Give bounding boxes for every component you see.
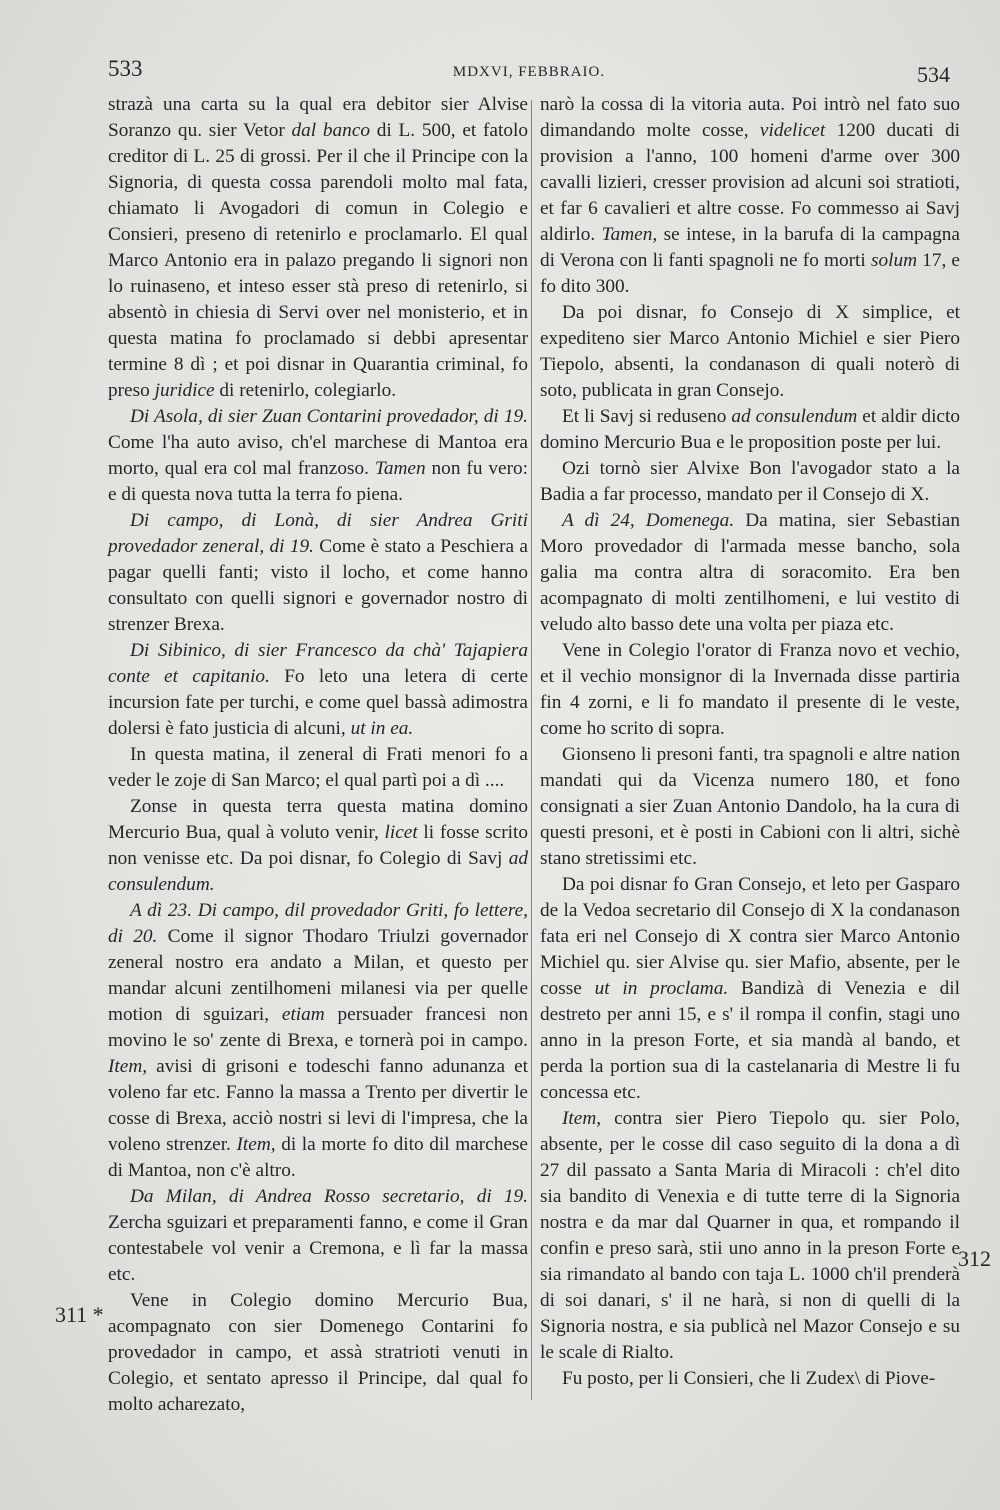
paragraph: Da Milan, di Andrea Rosso secretario, di 19. Zercha sguizari et preparamenti fanno, e come il Gran contestabele vol venir a Cremona, e lì far la massa etc. bbox=[108, 1186, 528, 1285]
paragraph: Di Asola, di sier Zuan Contarini provedador, di 19. Come l'ha auto aviso, ch'el marchese di Mantoa era morto, qual era col mal franzoso. Tamen non fu vero: e di questa nova tutta la terra fo piena. bbox=[108, 406, 529, 505]
column-divider bbox=[531, 100, 532, 1400]
paragraph: Item, contra sier Piero Tiepolo qu. sier Polo, absente, per le cosse dil caso seguito di la dona a dì 27 dil passato a Santa Maria di Miracoli : ch'el dito sia bandito di Venexia e di tutte terre di la Signoria nostra e da mar dal Quarner in qua, et rompando il confin e preso sarà, stii uno anno in la preson Forte e sia rimandato al bando con taja L. 1000 ch'il prenderà di soi danari, s' il ne harà, si non di quelli di la Signoria nostra, e sia publicà nel Mazor Consejo e su le scale di Rialto. bbox=[540, 1108, 960, 1363]
right-text-column bbox=[540, 92, 960, 1392]
running-title: MDXVI, FEBBRAIO. bbox=[452, 64, 606, 80]
paragraph: A dì 24, Domenega. Da matina, sier Sebastian Moro provedador di l'armada messe bancho, sola galia ma contra altra di soracomito. Era ben acompagnato di molti zentilhomeni, e lui vestito di veludo alto basso dete una volta per piaza etc. bbox=[540, 510, 960, 635]
paragraph: Da poi disnar fo Gran Consejo, et leto per Gasparo de la Vedoa secretario dil Consejo di X la condanason fata eri nel Consejo di X contra sier Marco Antonio Michiel qu. sier Alvise qu. sier Mafio, absente, per le cosse ut in proclama. Bandizà di Venezia e dil destreto per anni 15, e s' il rompa il confin, stagi uno anno in la preson Forte, et sia mandà al bando, et perda la portion sua di la castelanaria di Mestre li fu concessa etc. bbox=[540, 874, 960, 1103]
paragraph: Gionseno li presoni fanti, tra spagnoli e altre nation mandati qui da Vicenza numero 180, et fono consignati a sier Zuan Antonio Dandolo, ha la cura di questi presoni, et è posti in Cabioni con li altri, sichè stano stretissimi etc. bbox=[540, 744, 960, 869]
paragraph: Vene in Colegio domino Mercurio Bua, acompagnato con sier Domenego Contarini fo provedador in campo, et assà stratrioti venuti in Colegio, et sentato apresso il Principe, dal qual fo molto acharezato, bbox=[108, 1290, 528, 1415]
paragraph: Ozi tornò sier Alvixe Bon l'avogador stato a la Badia a far processo, mandato per il Consejo di X. bbox=[540, 458, 960, 505]
paragraph: Da poi disnar, fo Consejo di X simplice, et expediteno sier Marco Antonio Michiel e sier Piero Tiepolo, absenti, la condanason di quali noterò di soto, publicata in gran Consejo. bbox=[540, 302, 960, 401]
paragraph: narò la cossa di la vitoria auta. Poi intrò nel fato suo dimandando molte cosse, videlicet 1200 ducati di provision a l'anno, 100 homeni d'arme over 300 cavalli lizieri, cresser provision ad alcuni soi stratioti, et far 6 cavalieri et altre cosse. Fo commesso ai Savj aldirlo. Tamen, se intese, in la barufa di la campagna di Verona con li fanti spagnoli ne fo morti solum 17, e fo dito 300. bbox=[540, 94, 960, 297]
left-text-column bbox=[108, 92, 528, 1418]
page-header bbox=[108, 56, 950, 92]
paragraph: strazà una carta su la qual era debitor sier Alvise Soranzo qu. sier Vetor dal banco di L. 500, et fatolo creditor di L. 25 di grossi. Per il che il Principe con la Signoria, di questa cossa parendoli molto mal fata, chiamato li Avogadori di comun in Colegio e Consieri, preseno di retenirlo e proclamarlo. El qual Marco Antonio era in palazo pregando li signori non lo ruinaseno, et inteso esser stà preso di retenirlo, si absentò in chiesia di Servi over nel monisterio, et in questa matina fo proclamado si debbi apresentar termine 8 dì ; et poi disnar in Quarantia criminal, fo preso juridice di retenirlo, colegiarlo. bbox=[108, 94, 528, 401]
paragraph: In questa matina, il zeneral di Frati menori fo a veder le zoje di San Marco; el qual partì poi a dì .... bbox=[108, 744, 528, 791]
paragraph: Di Sibinico, di sier Francesco da chà' Tajapiera conte et capitanio. Fo leto una letera di certe incursion fate per turchi, e come quel bassà adimostra dolersi è fato justicia di alcuni, ut in ea. bbox=[108, 640, 529, 739]
paragraph: Zonse in questa terra questa matina domino Mercurio Bua, qual à voluto venir, licet li fosse scrito non venisse etc. Da poi disnar, fo Colegio di Savj ad consulendum. bbox=[108, 796, 528, 895]
paragraph: Et li Savj si reduseno ad consulendum et aldir dicto domino Mercurio Bua e le proposition poste per lui. bbox=[540, 406, 960, 453]
left-page-number: 533 bbox=[108, 56, 143, 81]
left-margin-number: 311 * bbox=[55, 1302, 104, 1327]
right-margin-number: 312 bbox=[958, 1246, 991, 1271]
paragraph: A dì 23. Di campo, dil provedador Griti, fo lettere, di 20. Come il signor Thodaro Triulzi governador zeneral nostro era andato a Milan, et questo per mandar alcuni zentilhomeni milanesi via per quelle motion di sguizari, etiam persuader francesi non movino le so' zente di Brexa, e tornerà poi in campo. Item, avisi di grisoni e todeschi fanno adunanza et voleno far etc. Fanno la massa a Trento per divertir le cosse di Brexa, acciò nostri si levi di l'impresa, che la voleno strenzer. Item, di la morte fo dito dil marchese di Mantoa, non c'è altro. bbox=[108, 900, 529, 1181]
paragraph: Fu posto, per li Consieri, che li Zudex\ di Piove- bbox=[562, 1368, 936, 1389]
paragraph: Di campo, di Lonà, di sier Andrea Griti provedador zeneral, di 19. Come è stato a Peschiera a pagar quelli fanti; visto il locho, et come hanno consultato con quelli signori e governador nostro di strenzer Brexa. bbox=[108, 510, 528, 635]
right-page-number: 534 bbox=[917, 62, 950, 87]
paragraph: Vene in Colegio l'orator di Franza novo et vechio, et il vechio monsignor di la Invernada disse partiria fin 4 zorni, e li fo mandato il presente di le veste, come ho scrito di sopra. bbox=[540, 640, 960, 739]
